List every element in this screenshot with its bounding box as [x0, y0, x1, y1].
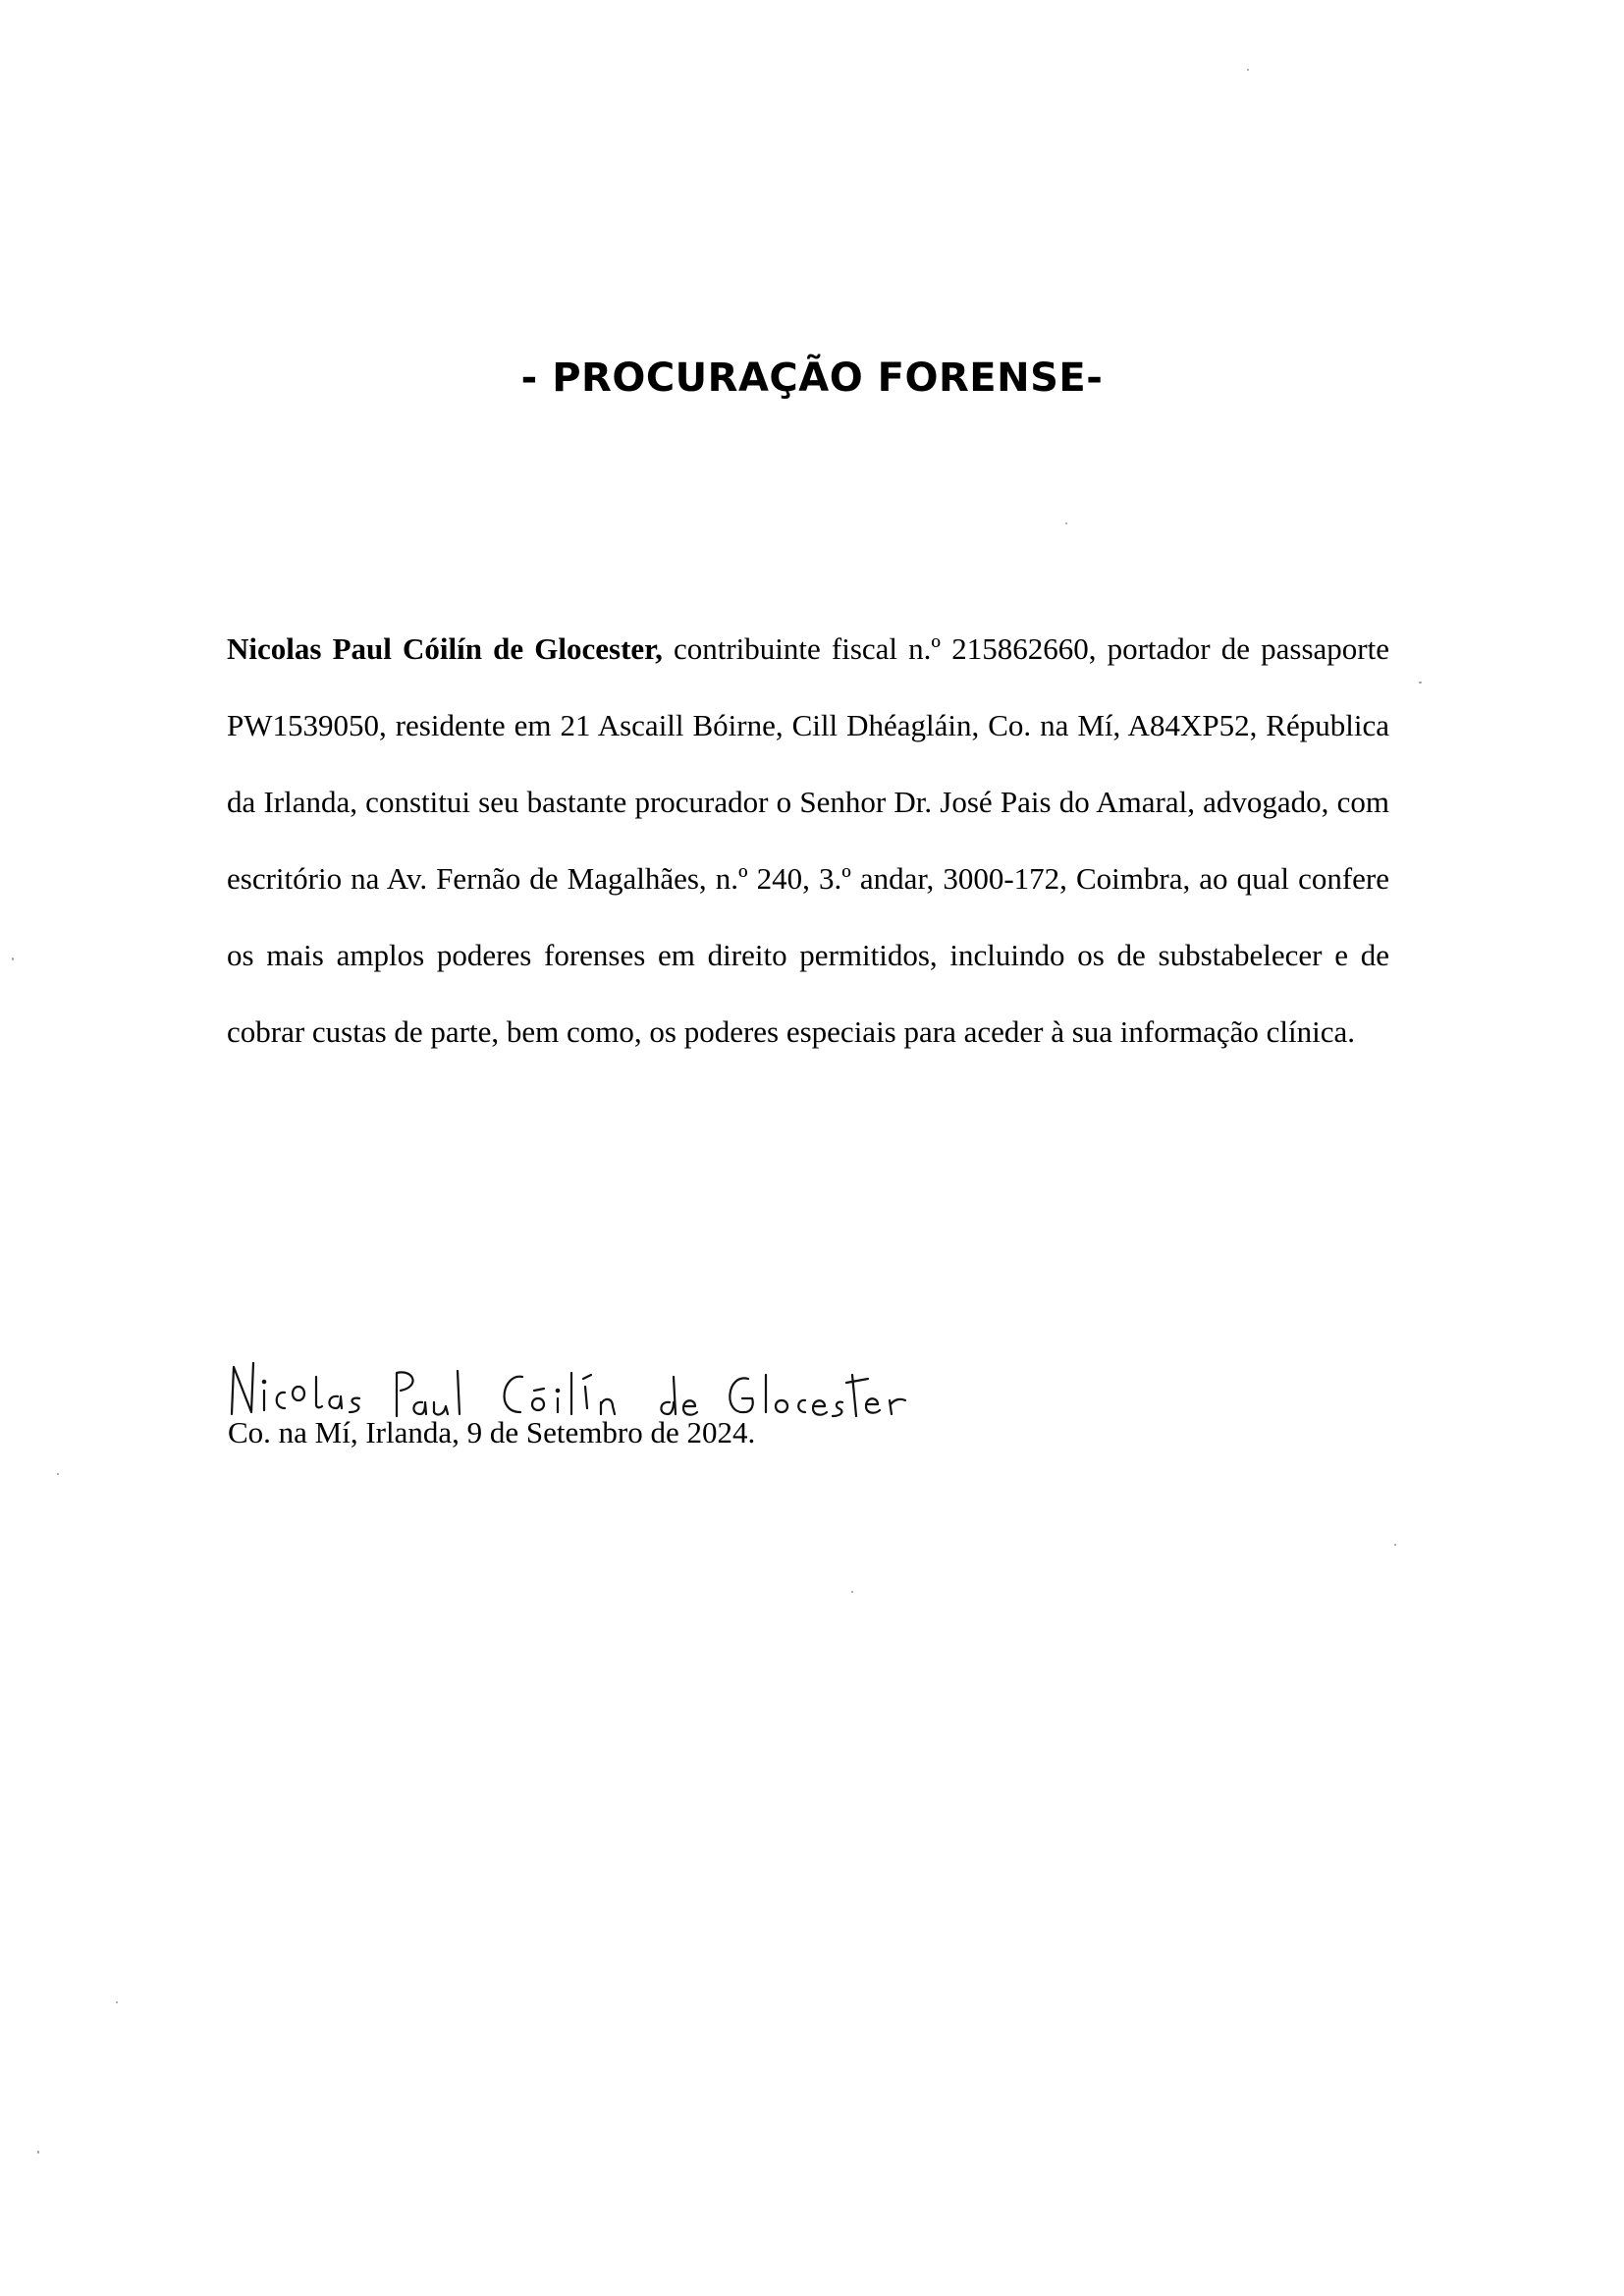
- scan-speck: [1419, 682, 1422, 683]
- scan-speck: [12, 957, 14, 960]
- scan-speck: [1394, 1544, 1396, 1546]
- document-body: [227, 611, 1389, 1070]
- place-and-date: Co. na Mí, Irlanda, 9 de Setembro de 2024.: [228, 1415, 756, 1449]
- handwritten-signature: [228, 1347, 1013, 1426]
- document-title: - PROCURAÇÃO FORENSE-: [520, 355, 1104, 401]
- scan-speck: [1065, 522, 1067, 524]
- scan-speck: [37, 2151, 39, 2154]
- scan-speck: [851, 1591, 853, 1593]
- scan-speck: [116, 2001, 118, 2003]
- grantor-name: Nicolas Paul Cóilín de Glocester,: [227, 631, 663, 666]
- scan-speck: [57, 1473, 59, 1475]
- scan-speck: [1247, 69, 1249, 71]
- body-paragraph: contribuinte fiscal n.º 215862660, portador de passaporte PW1539050, residente em 21 Ascaill Bóirne, Cill Dhéagláin, Co. na Mí, A84XP52, Républica da Irlanda, constitui seu bastante procurador o Senhor Dr. José Pais do Amaral, advogado, com escritório na Av. Fernão de Magalhães, n.º 240, 3.º andar, 3000-172, Coimbra, ao qual confere os mais amplos poderes forenses em direito permitidos, incluindo os de substabelecer e de cobrar custas de parte, bem como, os poderes especiais para aceder à sua informação clínica.: [227, 631, 1389, 1049]
